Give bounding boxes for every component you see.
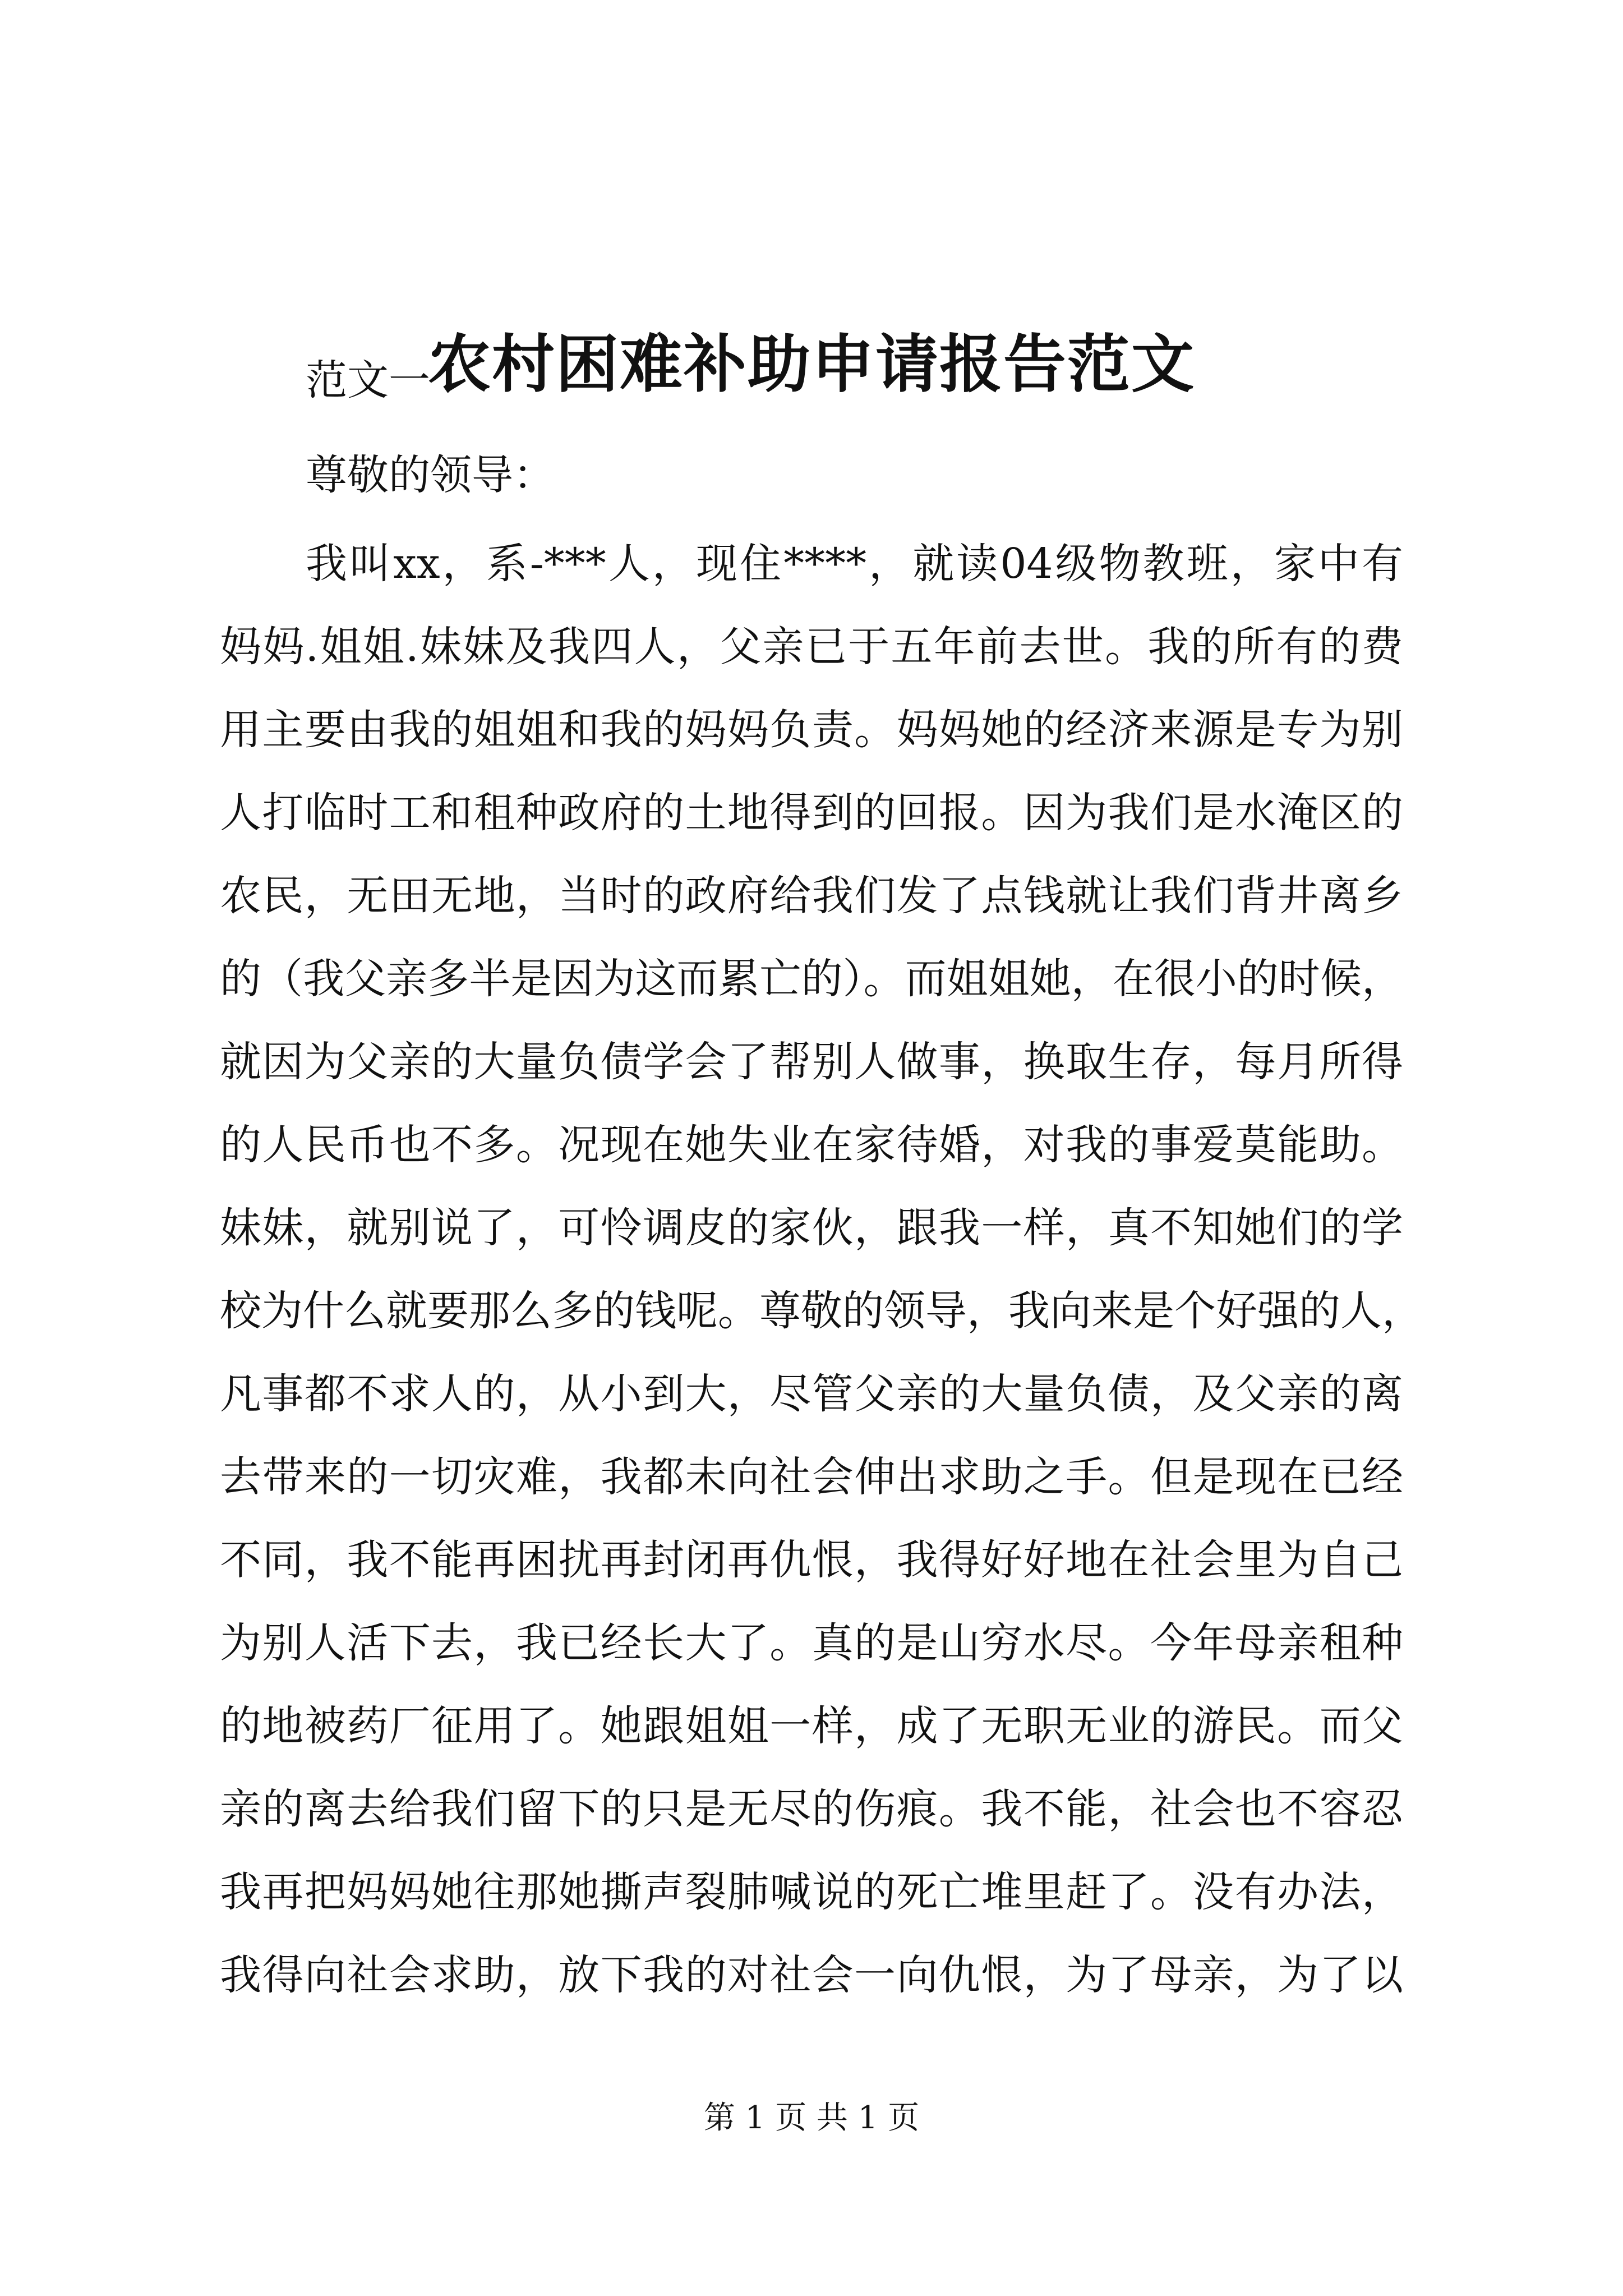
body-line: 我再把妈妈她往那她撕声裂肺喊说的死亡堆里赶了。没有办法， <box>220 1868 1403 1916</box>
body-line: 农民，无田无地，当时的政府给我们发了点钱就让我们背井离乡 <box>220 872 1403 920</box>
body-line: 去带来的一切灾难，我都未向社会伸出求助之手。但是现在已经 <box>220 1453 1403 1501</box>
document-title: 农村困难补助申请报告范文 <box>428 328 1195 402</box>
body-line: 我叫xx，系-***人，现住****，就读04级物教班，家中有 <box>306 540 1403 588</box>
body-text <box>220 522 1423 2017</box>
body-line: 我得向社会求助，放下我的对社会一向仇恨，为了母亲，为了以 <box>220 1951 1403 1999</box>
sample-label: 范文一 <box>306 356 430 404</box>
body-line: 的人民币也不多。况现在她失业在家待婚，对我的事爱莫能助。 <box>220 1121 1403 1169</box>
body-line: 用主要由我的姐姐和我的妈妈负责。妈妈她的经济来源是专为别 <box>220 706 1403 754</box>
body-line: 亲的离去给我们留下的只是无尽的伤痕。我不能，社会也不容忍 <box>220 1785 1403 1833</box>
body-line: 校为什么就要那么多的钱呢。尊敬的领导，我向来是个好强的人， <box>220 1287 1423 1335</box>
body-line: 凡事都不求人的，从小到大，尽管父亲的大量负债，及父亲的离 <box>220 1370 1403 1418</box>
body-line: 人打临时工和租种政府的土地得到的回报。因为我们是水淹区的 <box>220 789 1403 837</box>
body-line: 为别人活下去，我已经长大了。真的是山穷水尽。今年母亲租种 <box>220 1619 1403 1667</box>
page-footer: 第 1 页 共 1 页 <box>703 2100 920 2136</box>
body-line: 的（我父亲多半是因为这而累亡的）。而姐姐她，在很小的时候， <box>220 955 1403 1003</box>
body-line: 不同，我不能再困扰再封闭再仇恨，我得好好地在社会里为自己 <box>220 1536 1403 1584</box>
body-line: 就因为父亲的大量负债学会了帮别人做事，换取生存，每月所得 <box>220 1038 1403 1086</box>
body-line: 妹妹，就别说了，可怜调皮的家伙，跟我一样，真不知她们的学 <box>220 1204 1403 1252</box>
body-line: 妈妈.姐姐.妹妹及我四人，父亲已于五年前去世。我的所有的费 <box>220 623 1403 671</box>
body-line: 的地被药厂征用了。她跟姐姐一样，成了无职无业的游民。而父 <box>220 1702 1403 1750</box>
greeting-line: 尊敬的领导： <box>306 451 555 499</box>
